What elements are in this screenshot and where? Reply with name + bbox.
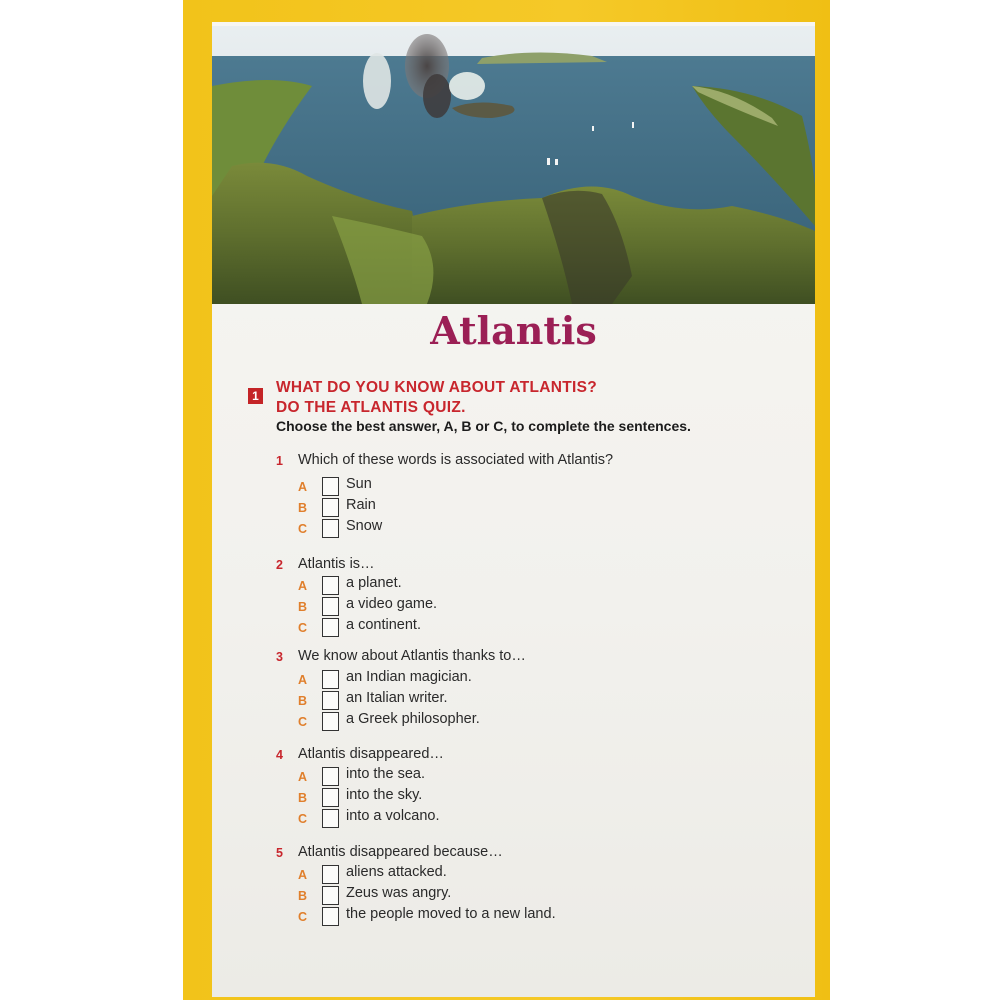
answer-checkbox[interactable] bbox=[322, 767, 339, 786]
answer-checkbox[interactable] bbox=[322, 597, 339, 616]
option-letter: C bbox=[298, 715, 308, 729]
option-text: a video game. bbox=[346, 596, 438, 612]
option-letter: C bbox=[298, 812, 308, 826]
answer-option[interactable] bbox=[298, 787, 698, 807]
task-number-badge: 1 bbox=[248, 388, 263, 404]
option-text: an Indian magician. bbox=[346, 669, 472, 685]
question-text: We know about Atlantis thanks to… bbox=[298, 648, 526, 664]
page-title: Atlantis bbox=[430, 308, 597, 353]
answer-checkbox[interactable] bbox=[322, 865, 339, 884]
answer-option[interactable] bbox=[298, 766, 698, 786]
option-text: a continent. bbox=[346, 617, 421, 633]
question-text: Atlantis disappeared because… bbox=[298, 844, 503, 860]
option-text: an Italian writer. bbox=[346, 690, 448, 706]
task-heading bbox=[276, 378, 796, 418]
answer-checkbox[interactable] bbox=[322, 576, 339, 595]
answer-option[interactable] bbox=[298, 864, 698, 884]
option-letter: C bbox=[298, 910, 308, 924]
answer-checkbox[interactable] bbox=[322, 670, 339, 689]
answer-option[interactable] bbox=[298, 669, 698, 689]
answer-checkbox[interactable] bbox=[322, 691, 339, 710]
option-letter: B bbox=[298, 600, 308, 614]
option-letter: B bbox=[298, 694, 308, 708]
option-letter: B bbox=[298, 791, 308, 805]
answer-option[interactable] bbox=[298, 497, 698, 517]
option-letter: A bbox=[298, 579, 308, 593]
option-text: Snow bbox=[346, 518, 383, 534]
question-text: Which of these words is associated with Atlantis? bbox=[298, 452, 614, 468]
option-text: into the sea. bbox=[346, 766, 425, 782]
option-letter: A bbox=[298, 480, 308, 494]
answer-option[interactable] bbox=[298, 711, 698, 731]
option-text: a planet. bbox=[346, 575, 402, 591]
option-text: the people moved to a new land. bbox=[346, 906, 556, 922]
answer-option[interactable] bbox=[298, 690, 698, 710]
question-number: 3 bbox=[276, 650, 283, 664]
task-instruction: Choose the best answer, A, B or C, to complete the sentences. bbox=[276, 418, 691, 434]
option-text: aliens attacked. bbox=[346, 864, 447, 880]
option-letter: A bbox=[298, 673, 308, 687]
question-number: 2 bbox=[276, 558, 283, 572]
option-letter: C bbox=[298, 621, 308, 635]
question-number: 5 bbox=[276, 846, 283, 860]
answer-option[interactable] bbox=[298, 885, 698, 905]
option-text: Rain bbox=[346, 497, 376, 513]
question-number: 4 bbox=[276, 748, 283, 762]
answer-checkbox[interactable] bbox=[322, 519, 339, 538]
atlantis-illustration bbox=[212, 26, 815, 304]
answer-checkbox[interactable] bbox=[322, 498, 339, 517]
answer-option[interactable] bbox=[298, 808, 698, 828]
answer-checkbox[interactable] bbox=[322, 477, 339, 496]
answer-option[interactable] bbox=[298, 596, 698, 616]
answer-checkbox[interactable] bbox=[322, 618, 339, 637]
option-text: Zeus was angry. bbox=[346, 885, 452, 901]
book-page bbox=[212, 22, 815, 997]
option-text: into a volcano. bbox=[346, 808, 440, 824]
option-letter: B bbox=[298, 501, 308, 515]
answer-checkbox[interactable] bbox=[322, 907, 339, 926]
task-heading-line1: WHAT DO YOU KNOW ABOUT ATLANTIS? bbox=[276, 379, 597, 396]
question-text: Atlantis disappeared… bbox=[298, 746, 444, 762]
option-letter: A bbox=[298, 868, 308, 882]
question-number: 1 bbox=[276, 454, 283, 468]
answer-checkbox[interactable] bbox=[322, 788, 339, 807]
option-text: a Greek philosopher. bbox=[346, 711, 480, 727]
answer-checkbox[interactable] bbox=[322, 886, 339, 905]
answer-checkbox[interactable] bbox=[322, 712, 339, 731]
answer-option[interactable] bbox=[298, 617, 698, 637]
option-letter: C bbox=[298, 522, 308, 536]
answer-checkbox[interactable] bbox=[322, 809, 339, 828]
option-text: Sun bbox=[346, 476, 372, 492]
option-text: into the sky. bbox=[346, 787, 423, 803]
answer-option[interactable] bbox=[298, 476, 698, 496]
answer-option[interactable] bbox=[298, 575, 698, 595]
task-heading-line2: DO THE ATLANTIS QUIZ. bbox=[276, 399, 466, 416]
answer-option[interactable] bbox=[298, 906, 698, 926]
option-letter: A bbox=[298, 770, 308, 784]
question-text: Atlantis is… bbox=[298, 556, 375, 572]
option-letter: B bbox=[298, 889, 308, 903]
answer-option[interactable] bbox=[298, 518, 698, 538]
